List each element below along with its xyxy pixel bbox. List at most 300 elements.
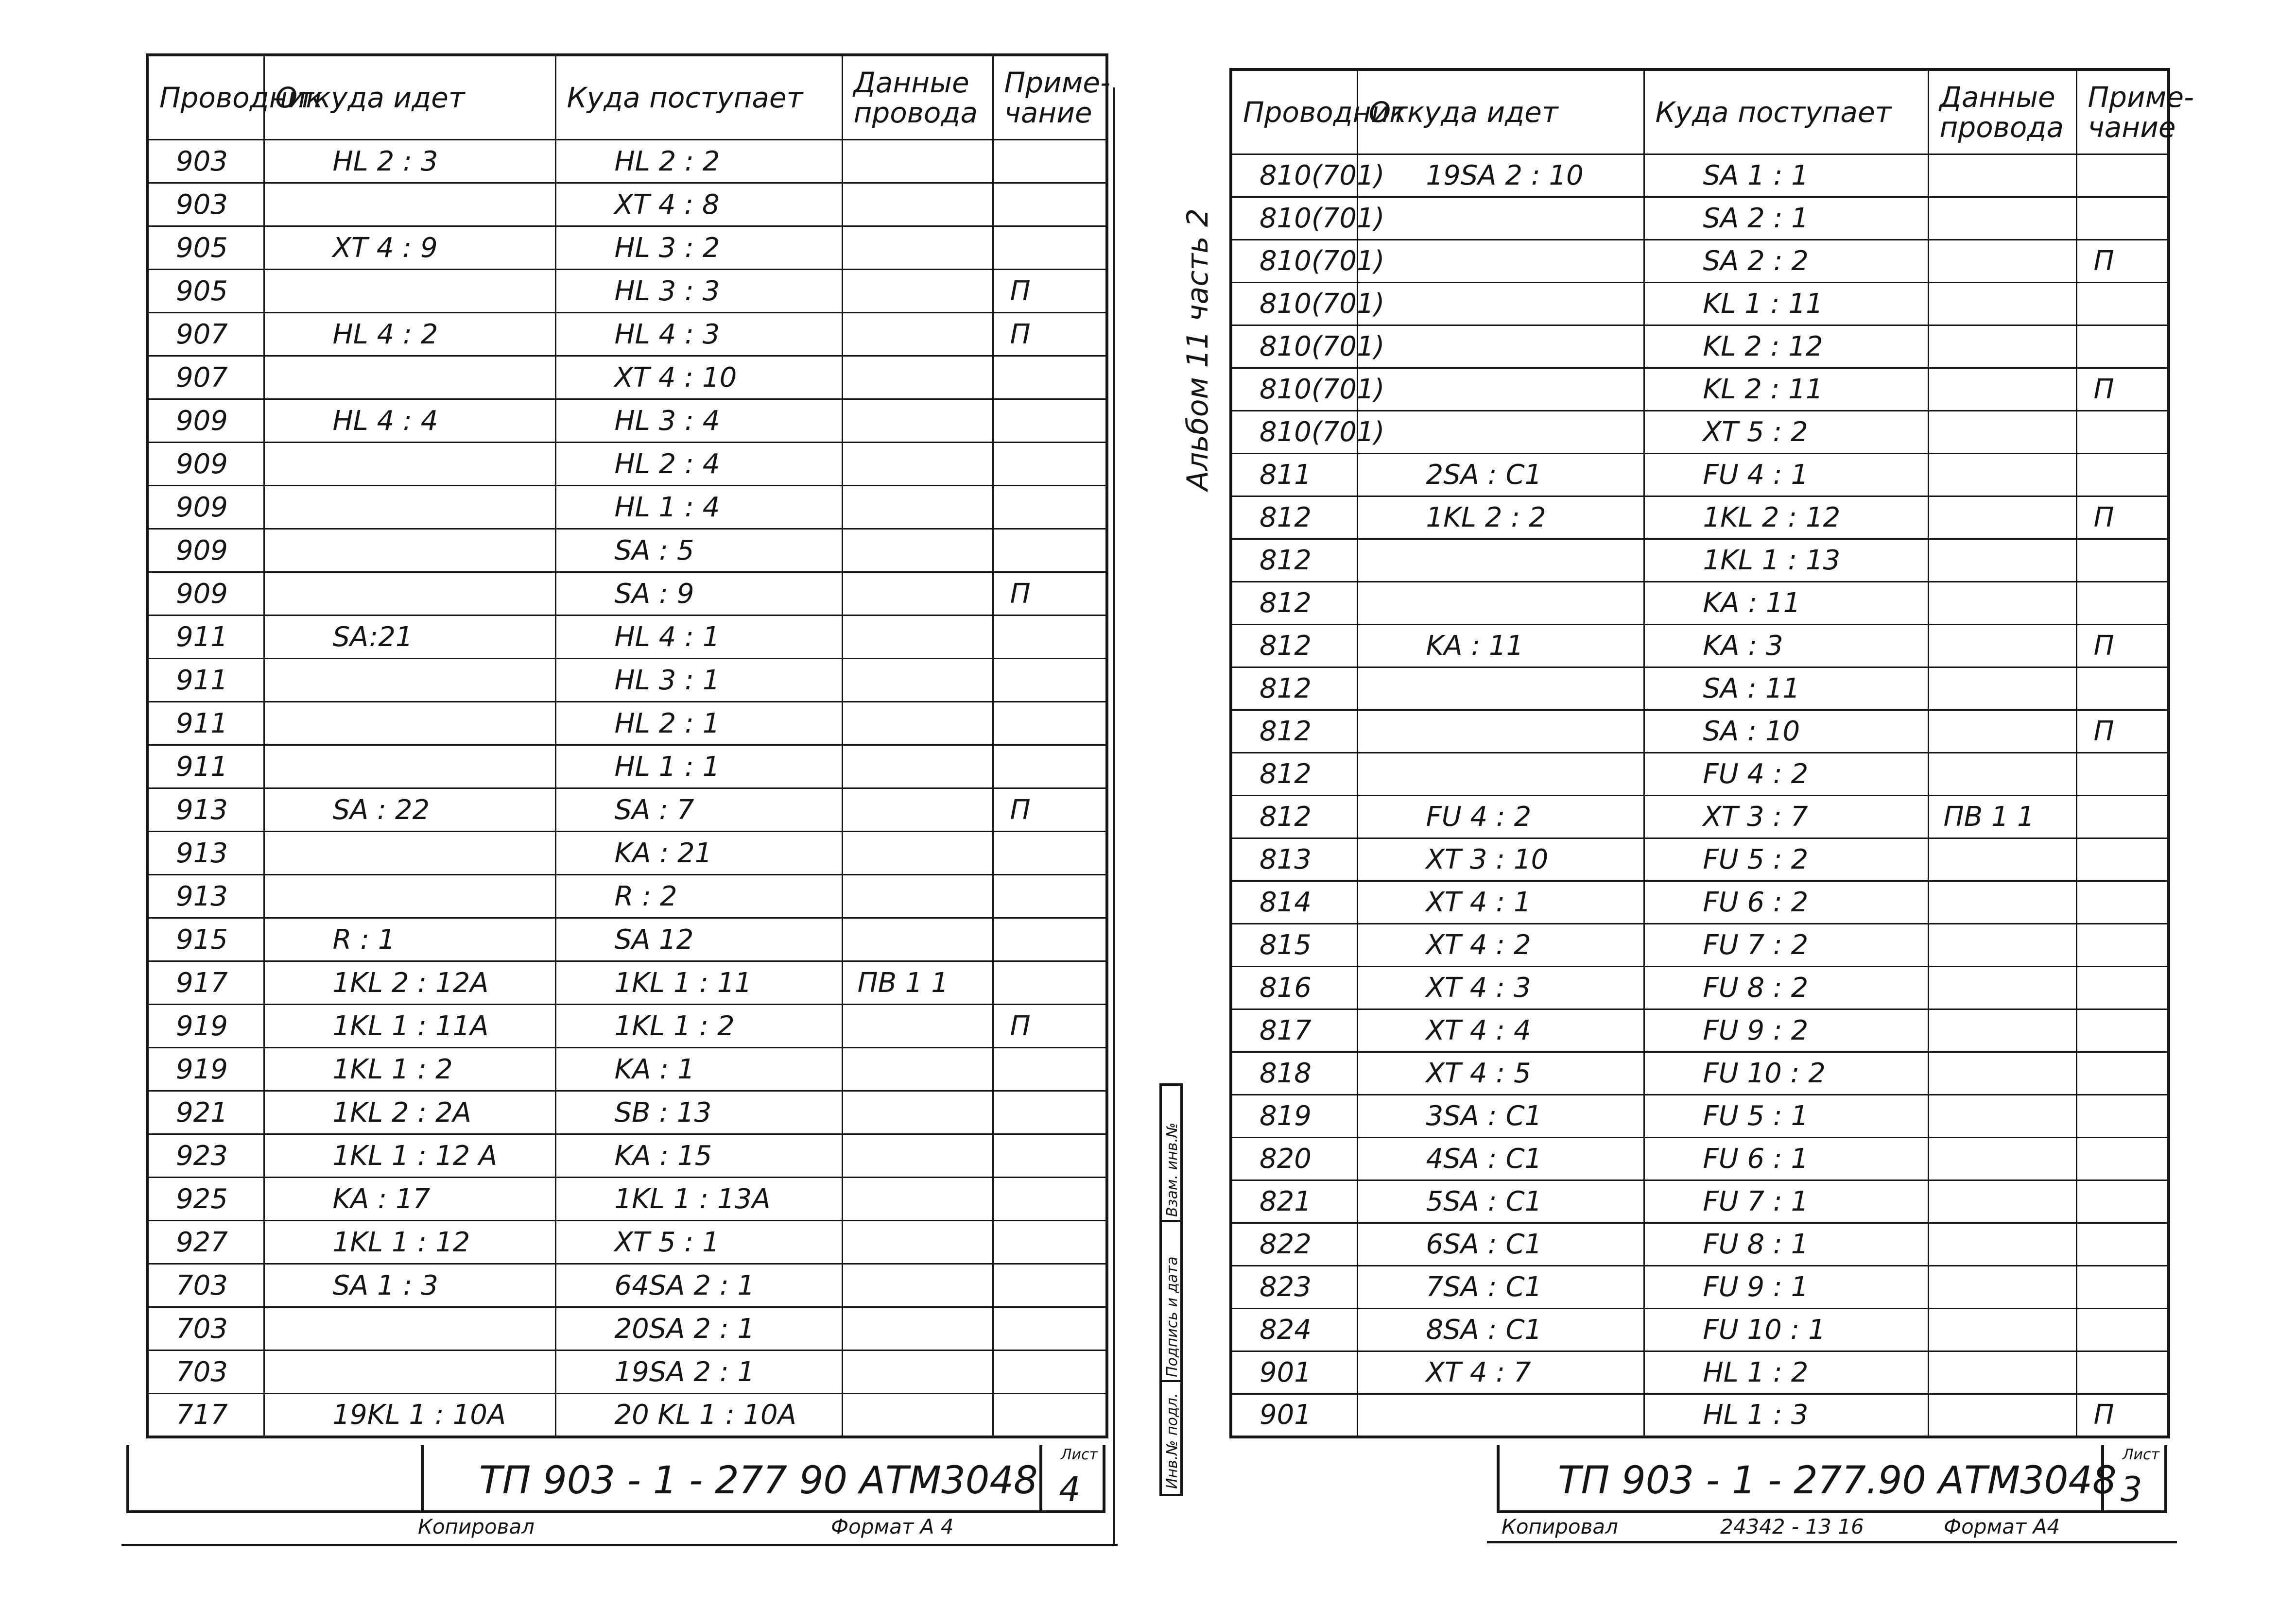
title-block-right: [1497, 1445, 2167, 1513]
cell-to: 1KL 1 : 13: [1644, 539, 1928, 582]
title-block-left: [126, 1445, 1105, 1513]
cell-data: [842, 1048, 993, 1091]
cell-wire: 921: [147, 1091, 264, 1134]
cell-to: HL 1 : 2: [1644, 1351, 1928, 1394]
cell-data: [1928, 154, 2076, 197]
table-row: [1231, 1351, 2169, 1394]
table-row: [147, 1134, 1107, 1178]
cell-to: SA : 9: [555, 572, 842, 615]
cell-from: 1KL 2 : 12A: [264, 961, 555, 1005]
table-row: [147, 1048, 1107, 1091]
cell-data: [1928, 1138, 2076, 1180]
cell-note: [993, 529, 1107, 572]
cell-data: [842, 313, 993, 356]
cell-wire: 812: [1231, 496, 1357, 539]
table-row: [1231, 1095, 2169, 1138]
cell-from: [264, 486, 555, 529]
cell-note: [2076, 197, 2169, 240]
cell-note: П: [2076, 710, 2169, 753]
cell-to: R : 2: [555, 875, 842, 918]
cell-data: [1928, 710, 2076, 753]
cell-from: XT 4 : 4: [1357, 1009, 1644, 1052]
cell-data: [842, 183, 993, 226]
cell-to: FU 5 : 2: [1644, 838, 1928, 881]
cell-to: HL 2 : 2: [555, 140, 842, 183]
cell-note: [993, 399, 1107, 443]
cell-from: 1KL 1 : 2: [264, 1048, 555, 1091]
cell-from: XT 4 : 2: [1357, 924, 1644, 967]
cell-data: [1928, 197, 2076, 240]
cell-to: HL 3 : 1: [555, 659, 842, 702]
table-row: [1231, 881, 2169, 924]
cell-note: [993, 226, 1107, 270]
cell-data: [842, 1307, 993, 1351]
table-row: [147, 399, 1107, 443]
cell-note: П: [993, 313, 1107, 356]
cell-wire: 817: [1231, 1009, 1357, 1052]
footer-format-left: Формат А 4: [831, 1515, 954, 1539]
cell-from: [264, 1351, 555, 1394]
table-row: [147, 1178, 1107, 1221]
cell-from: [1357, 283, 1644, 325]
col-header-from: Откуда идет: [264, 55, 555, 140]
cell-data: [1928, 1009, 2076, 1052]
cell-note: [2076, 1309, 2169, 1351]
cell-to: HL 4 : 3: [555, 313, 842, 356]
cell-wire: 909: [147, 443, 264, 486]
title-block-divider: [421, 1445, 424, 1513]
cell-data: [1928, 454, 2076, 496]
cell-from: [264, 356, 555, 399]
cell-data: ПВ 1 1: [1928, 796, 2076, 838]
cell-note: [2076, 1009, 2169, 1052]
side-stamp-label: Взам. инв.№: [1164, 1122, 1181, 1217]
left-sheet: [146, 53, 1108, 1438]
cell-to: HL 1 : 3: [1644, 1394, 1928, 1437]
table-row: [147, 832, 1107, 875]
col-header-data: Данные провода: [842, 55, 993, 140]
cell-wire: 913: [147, 788, 264, 832]
cell-wire: 824: [1231, 1309, 1357, 1351]
cell-note: [2076, 1351, 2169, 1394]
table-row: [1231, 325, 2169, 368]
cell-data: [842, 1178, 993, 1221]
cell-wire: 911: [147, 745, 264, 788]
table-row: [147, 1394, 1107, 1437]
cell-to: 64SA 2 : 1: [555, 1264, 842, 1307]
table-row: [147, 918, 1107, 961]
cell-to: SA : 10: [1644, 710, 1928, 753]
cell-note: [2076, 1180, 2169, 1223]
cell-note: [2076, 1223, 2169, 1266]
cell-to: HL 2 : 4: [555, 443, 842, 486]
cell-wire: 810(701): [1231, 368, 1357, 411]
table-row: [1231, 1009, 2169, 1052]
cell-to: 19SA 2 : 1: [555, 1351, 842, 1394]
cell-from: [264, 702, 555, 745]
table-row: [1231, 1223, 2169, 1266]
cell-wire: 812: [1231, 710, 1357, 753]
cell-wire: 810(701): [1231, 240, 1357, 283]
table-row: [1231, 667, 2169, 710]
cell-note: [993, 702, 1107, 745]
cell-to: FU 4 : 2: [1644, 753, 1928, 796]
cell-to: SA 2 : 1: [1644, 197, 1928, 240]
cell-to: FU 8 : 1: [1644, 1223, 1928, 1266]
cell-wire: 813: [1231, 838, 1357, 881]
cell-from: [1357, 667, 1644, 710]
table-row: [1231, 796, 2169, 838]
side-stamp-cell: [1162, 1382, 1180, 1494]
cell-wire: 717: [147, 1394, 264, 1437]
table-row: [147, 1091, 1107, 1134]
cell-data: [842, 875, 993, 918]
cell-data: [1928, 283, 2076, 325]
table-row: [1231, 967, 2169, 1009]
footer-format-right: Формат А4: [1944, 1515, 2060, 1539]
cell-from: FU 4 : 2: [1357, 796, 1644, 838]
footer-copied-right: Копировал: [1502, 1515, 1618, 1539]
cell-from: XT 4 : 7: [1357, 1351, 1644, 1394]
table-row: [1231, 1266, 2169, 1309]
cell-to: FU 7 : 2: [1644, 924, 1928, 967]
cell-note: [2076, 753, 2169, 796]
cell-wire: 917: [147, 961, 264, 1005]
cell-from: [1357, 368, 1644, 411]
cell-wire: 703: [147, 1307, 264, 1351]
cell-note: [993, 918, 1107, 961]
cell-wire: 815: [1231, 924, 1357, 967]
cell-wire: 703: [147, 1264, 264, 1307]
cell-from: 19SA 2 : 10: [1357, 154, 1644, 197]
cell-data: [1928, 1309, 2076, 1351]
cell-from: 1KL 1 : 11A: [264, 1005, 555, 1048]
cell-to: SA : 5: [555, 529, 842, 572]
cell-note: [993, 1221, 1107, 1264]
table-row: [1231, 1309, 2169, 1351]
cell-data: [842, 486, 993, 529]
cell-wire: 812: [1231, 667, 1357, 710]
cell-note: [993, 183, 1107, 226]
cell-wire: 810(701): [1231, 197, 1357, 240]
cell-note: [2076, 1266, 2169, 1309]
wire-table-right: [1229, 68, 2194, 1438]
cell-note: [2076, 582, 2169, 625]
cell-to: FU 9 : 1: [1644, 1266, 1928, 1309]
cell-wire: 911: [147, 702, 264, 745]
cell-to: KA : 11: [1644, 582, 1928, 625]
cell-data: [1928, 539, 2076, 582]
table-row: [147, 1307, 1107, 1351]
cell-to: KL 2 : 11: [1644, 368, 1928, 411]
cell-note: [993, 615, 1107, 659]
cell-wire: 915: [147, 918, 264, 961]
cell-wire: 812: [1231, 539, 1357, 582]
cell-wire: 903: [147, 183, 264, 226]
table-row: [147, 659, 1107, 702]
cell-note: П: [993, 572, 1107, 615]
cell-data: [842, 1005, 993, 1048]
table-row: [147, 702, 1107, 745]
cell-wire: 901: [1231, 1394, 1357, 1437]
cell-data: [1928, 240, 2076, 283]
cell-data: [842, 1264, 993, 1307]
cell-from: [264, 745, 555, 788]
document-code: ТП 903 - 1 - 277 90 АТМ3048: [479, 1459, 1038, 1503]
table-row: [1231, 496, 2169, 539]
col-header-wire: Проводник: [147, 55, 264, 140]
cell-to: KA : 3: [1644, 625, 1928, 667]
cell-from: [1357, 539, 1644, 582]
col-header-wire: Проводник: [1231, 69, 1357, 154]
cell-to: FU 9 : 2: [1644, 1009, 1928, 1052]
cell-from: XT 4 : 5: [1357, 1052, 1644, 1095]
table-row: [147, 1264, 1107, 1307]
cell-wire: 911: [147, 659, 264, 702]
table-body-left: [147, 140, 1107, 1437]
cell-to: HL 1 : 4: [555, 486, 842, 529]
cell-data: [842, 745, 993, 788]
table-row: [147, 961, 1107, 1005]
cell-note: [993, 961, 1107, 1005]
cell-wire: 823: [1231, 1266, 1357, 1309]
cell-from: HL 4 : 4: [264, 399, 555, 443]
center-divider: [1113, 87, 1115, 1545]
header-row: [147, 55, 1107, 140]
cell-note: [2076, 967, 2169, 1009]
table-row: [147, 1351, 1107, 1394]
cell-note: [993, 659, 1107, 702]
table-row: [1231, 1052, 2169, 1095]
cell-to: SA 1 : 1: [1644, 154, 1928, 197]
cell-data: [1928, 411, 2076, 454]
table-row: [1231, 368, 2169, 411]
cell-from: 3SA : C1: [1357, 1095, 1644, 1138]
table-row: [1231, 283, 2169, 325]
cell-wire: 927: [147, 1221, 264, 1264]
cell-note: [2076, 667, 2169, 710]
cell-data: [1928, 1052, 2076, 1095]
cell-to: FU 7 : 1: [1644, 1180, 1928, 1223]
cell-wire: 907: [147, 356, 264, 399]
cell-wire: 919: [147, 1005, 264, 1048]
cell-data: [1928, 582, 2076, 625]
cell-from: [264, 183, 555, 226]
cell-from: HL 2 : 3: [264, 140, 555, 183]
cell-data: [1928, 667, 2076, 710]
cell-from: SA:21: [264, 615, 555, 659]
col-header-note: Приме-чание: [2076, 69, 2169, 154]
cell-to: HL 4 : 1: [555, 615, 842, 659]
cell-wire: 919: [147, 1048, 264, 1091]
cell-wire: 913: [147, 832, 264, 875]
cell-to: 1KL 2 : 12: [1644, 496, 1928, 539]
cell-data: [842, 140, 993, 183]
cell-data: [842, 1091, 993, 1134]
cell-data: [842, 529, 993, 572]
cell-note: [2076, 539, 2169, 582]
cell-note: [2076, 1095, 2169, 1138]
table-row: [1231, 1394, 2169, 1437]
table-row: [1231, 454, 2169, 496]
cell-note: [993, 1091, 1107, 1134]
cell-from: XT 4 : 9: [264, 226, 555, 270]
cell-wire: 901: [1231, 1351, 1357, 1394]
cell-to: HL 3 : 2: [555, 226, 842, 270]
cell-wire: 818: [1231, 1052, 1357, 1095]
cell-note: [2076, 454, 2169, 496]
cell-to: HL 3 : 4: [555, 399, 842, 443]
cell-to: XT 4 : 10: [555, 356, 842, 399]
cell-from: [1357, 325, 1644, 368]
cell-note: [993, 875, 1107, 918]
cell-from: [1357, 1394, 1644, 1437]
cell-note: [993, 1134, 1107, 1178]
cell-data: [842, 226, 993, 270]
cell-to: KA : 1: [555, 1048, 842, 1091]
cell-to: SA 2 : 2: [1644, 240, 1928, 283]
footer-copied-left: Копировал: [418, 1515, 535, 1539]
cell-to: XT 4 : 8: [555, 183, 842, 226]
cell-from: [264, 443, 555, 486]
cell-wire: 703: [147, 1351, 264, 1394]
cell-from: [1357, 240, 1644, 283]
cell-from: [1357, 411, 1644, 454]
cell-wire: 911: [147, 615, 264, 659]
table-row: [147, 356, 1107, 399]
cell-from: SA : 22: [264, 788, 555, 832]
cell-note: [993, 1048, 1107, 1091]
cell-wire: 819: [1231, 1095, 1357, 1138]
cell-to: HL 1 : 1: [555, 745, 842, 788]
cell-wire: 812: [1231, 625, 1357, 667]
cell-from: 8SA : C1: [1357, 1309, 1644, 1351]
cell-from: [264, 572, 555, 615]
cell-wire: 822: [1231, 1223, 1357, 1266]
cell-to: 1KL 1 : 11: [555, 961, 842, 1005]
cell-from: KA : 17: [264, 1178, 555, 1221]
cell-data: [842, 1221, 993, 1264]
cell-data: [842, 702, 993, 745]
cell-to: SA : 7: [555, 788, 842, 832]
cell-note: [993, 1178, 1107, 1221]
table-row: [1231, 625, 2169, 667]
footer-number-right: 24342 - 13 16: [1720, 1515, 1864, 1539]
sheet-number-box: [2101, 1445, 2164, 1513]
cell-data: [842, 918, 993, 961]
cell-data: [842, 270, 993, 313]
col-header-from: Откуда идет: [1357, 69, 1644, 154]
cell-note: [2076, 1052, 2169, 1095]
cell-data: [842, 788, 993, 832]
table-row: [1231, 838, 2169, 881]
cell-data: [1928, 1095, 2076, 1138]
cell-data: [1928, 325, 2076, 368]
table-row: [1231, 710, 2169, 753]
cell-from: 1KL 1 : 12 A: [264, 1134, 555, 1178]
cell-note: [993, 745, 1107, 788]
cell-from: KA : 11: [1357, 625, 1644, 667]
cell-to: 20 KL 1 : 10A: [555, 1394, 842, 1437]
cell-from: SA 1 : 3: [264, 1264, 555, 1307]
table-row: [147, 529, 1107, 572]
cell-data: [1928, 1394, 2076, 1437]
cell-note: [993, 1351, 1107, 1394]
table-row: [147, 183, 1107, 226]
cell-from: XT 4 : 3: [1357, 967, 1644, 1009]
cell-note: П: [2076, 368, 2169, 411]
cell-to: FU 6 : 2: [1644, 881, 1928, 924]
cell-from: 5SA : C1: [1357, 1180, 1644, 1223]
right-sheet: [1229, 68, 2194, 1438]
cell-data: [1928, 1266, 2076, 1309]
table-row: [147, 615, 1107, 659]
cell-to: KA : 15: [555, 1134, 842, 1178]
cell-data: [842, 356, 993, 399]
cell-note: [993, 356, 1107, 399]
cell-note: [993, 1394, 1107, 1437]
cell-note: П: [993, 1005, 1107, 1048]
wire-table-left: [146, 53, 1108, 1438]
cell-from: 1KL 1 : 12: [264, 1221, 555, 1264]
cell-wire: 812: [1231, 753, 1357, 796]
cell-from: [264, 270, 555, 313]
table-row: [147, 313, 1107, 356]
header-row: [1231, 69, 2169, 154]
cell-wire: 812: [1231, 582, 1357, 625]
cell-wire: 812: [1231, 796, 1357, 838]
cell-to: KA : 21: [555, 832, 842, 875]
cell-data: [1928, 1180, 2076, 1223]
cell-data: [1928, 625, 2076, 667]
cell-wire: 810(701): [1231, 154, 1357, 197]
cell-data: [1928, 838, 2076, 881]
bottom-rule-right: [1487, 1541, 2177, 1543]
cell-wire: 821: [1231, 1180, 1357, 1223]
table-body-right: [1231, 154, 2169, 1437]
cell-to: FU 10 : 2: [1644, 1052, 1928, 1095]
cell-to: HL 3 : 3: [555, 270, 842, 313]
cell-from: 1KL 2 : 2A: [264, 1091, 555, 1134]
side-stamp-cell: [1162, 1222, 1180, 1382]
cell-data: [842, 615, 993, 659]
cell-from: 19KL 1 : 10A: [264, 1394, 555, 1437]
cell-note: [2076, 924, 2169, 967]
cell-note: [2076, 796, 2169, 838]
cell-to: XT 5 : 2: [1644, 411, 1928, 454]
cell-wire: 909: [147, 529, 264, 572]
cell-data: [1928, 753, 2076, 796]
cell-wire: 909: [147, 572, 264, 615]
document-code: ТП 903 - 1 - 277.90 АТМ3048: [1558, 1459, 2117, 1503]
cell-data: [842, 399, 993, 443]
cell-data: [842, 443, 993, 486]
sheet-number: 3: [2121, 1470, 2142, 1509]
cell-wire: 811: [1231, 454, 1357, 496]
table-row: [147, 486, 1107, 529]
cell-note: [993, 832, 1107, 875]
cell-to: 20SA 2 : 1: [555, 1307, 842, 1351]
cell-from: 4SA : C1: [1357, 1138, 1644, 1180]
table-row: [1231, 1138, 2169, 1180]
cell-wire: 814: [1231, 881, 1357, 924]
cell-data: [842, 572, 993, 615]
cell-data: [1928, 967, 2076, 1009]
side-stamp-label: Инв.№ подл.: [1164, 1393, 1181, 1489]
cell-note: П: [993, 270, 1107, 313]
cell-to: FU 5 : 1: [1644, 1095, 1928, 1138]
cell-from: [264, 875, 555, 918]
